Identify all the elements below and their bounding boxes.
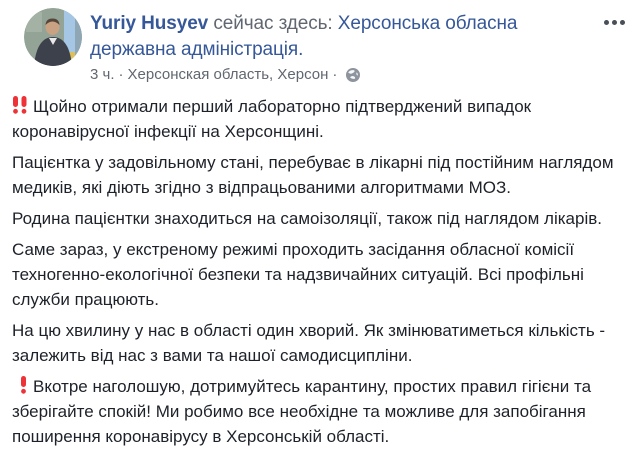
ellipsis-icon: [620, 20, 625, 25]
post-paragraph: [12, 237, 631, 312]
header-text: [90, 8, 595, 83]
ellipsis-icon: [612, 20, 617, 25]
ellipsis-icon: [604, 20, 609, 25]
meta-separator: ·: [332, 66, 338, 83]
post-paragraph: [12, 318, 631, 368]
post-paragraph: [12, 374, 631, 449]
paragraph-text: Вкотре наголошую, дотримуйтесь карантину, простих правил гігієни та зберігайте спокій! Ми робимо все необхідне та можливе для запобігання поширення коронавірусу в Херсонській області.: [12, 377, 592, 446]
paragraph-text: Родина пацієнтки знаходиться на самоізоляції, також під наглядом лікарів.: [12, 209, 602, 228]
author-link[interactable]: Yuriy Husyev: [90, 13, 209, 34]
post-header: [0, 0, 643, 83]
post-paragraph: [12, 206, 631, 231]
meta-separator: ·: [118, 66, 124, 83]
post-menu-button[interactable]: [602, 14, 627, 31]
paragraph-text: Саме зараз, у екстреному режимі проходить засідання обласної комісії техногенно-екологічної безпеки та надзвичайних ситуацій. Всі профільні служби працюють.: [12, 240, 584, 309]
post-title: [90, 11, 595, 63]
location-link[interactable]: Херсонская область, Херсон: [127, 66, 329, 83]
paragraph-text: Щойно отримали перший лабораторно підтверджений випадок коронавірусної інфекції на Херсонщині.: [12, 97, 532, 141]
exclamation-icon: [20, 376, 27, 394]
profile-photo-icon: [24, 8, 82, 66]
avatar[interactable]: [24, 8, 82, 66]
paragraph-text: На цю хвилину у нас в області один хворий. Як змінюватиметься кількість - залежить від нас з вами та нашої самодисципліни.: [12, 321, 606, 365]
paragraph-text: Пацієнтка у задовільному стані, перебуває в лікарні під постійним наглядом медиків, які діють згідно з відпрацьованими алгоритмами МОЗ.: [12, 153, 614, 197]
post-body: [0, 83, 643, 449]
post-paragraph: [12, 150, 631, 200]
globe-icon: [346, 68, 360, 82]
double-exclamation-icon: [12, 96, 28, 114]
post-paragraph: [12, 94, 631, 144]
place-link[interactable]: Херсонська обласна державна адміністрація.: [90, 13, 518, 60]
checkin-context: сейчас здесь:: [213, 13, 333, 34]
timestamp-link[interactable]: 3 ч.: [90, 66, 115, 83]
post-meta: [90, 66, 595, 83]
